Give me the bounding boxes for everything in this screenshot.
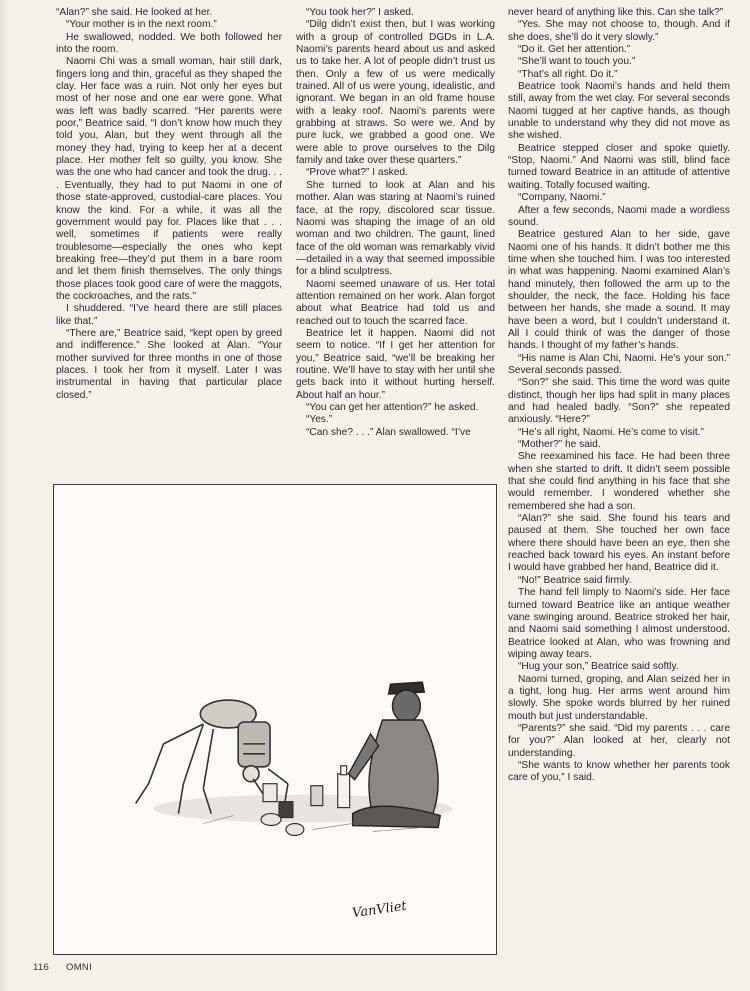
paragraph: “Yes.” [306, 414, 333, 426]
paragraph: “Dilg didn’t exist then, but I was working with a group of controlled DGDs in L.A. Naomi’s parents heard about us and asked us to take her. A lot of people didn’t trust us then. Only a few of us were medically trained. All of us were young, idealistic, and ignorant. We began in an old frame house with a leaky roof. Naomi’s parents were grabbing at straws. So were we. And by pure luck, we grabbed a good one. We were able to prove ourselves to the Dilg family and take over these quarters.” [296, 19, 495, 167]
paragraph: “No!” Beatrice said firmly. [518, 574, 632, 586]
paragraph: Beatrice gestured Alan to her side, gave Naomi one of his hands. It didn’t bother me this time when she touched him. I was too interested in what was happening. Naomi examined Alan’s hand minutely, then followed the arm up to the shoulder, the neck, the face. Holding his face between her hands, she made a sound. It may have been a word, but I couldn’t understand it. All I could think of was the danger of those hands. I thought of my father’s hands. [508, 229, 730, 352]
paragraph: “Your mother is in the next room.” [66, 19, 217, 31]
paragraph: Beatrice stepped closer and spoke quietly. “Stop, Naomi.” And Naomi was still, blind face turned toward Beatrice in an attitude of attentive waiting. Totally focused waiting. [508, 142, 730, 191]
paragraph: “Parents?” she said. “Did my parents . . . care for you?” Alan looked at her, clearly not understanding. [508, 722, 730, 759]
text-column-3 [508, 7, 730, 785]
paragraph: “There are,” Beatrice said, “kept open by greed and indifference.” She looked at Alan. “Your mother survived for three months in one of those places. I took her from it myself. Later I was instrumental in having that particular place closed.” [56, 327, 282, 401]
page-footer [33, 962, 106, 973]
paragraph: I shuddered. “I’ve heard there are still places like that.” [56, 303, 282, 327]
page-number: 116 [33, 962, 50, 973]
paragraph: “You can get her attention?” he asked. [306, 402, 479, 413]
paragraph: “You took her?” I asked. [306, 7, 414, 18]
paragraph: “That’s all right. Do it.” [518, 68, 618, 80]
paragraph: “She’ll want to touch you.” [518, 56, 636, 68]
paragraph: Beatrice let it happen. Naomi did not seem to notice. “If I get her attention for you,” Beatrice said, “we’ll be breaking her routine. We’ll have to stay with her until she gets back into it without hurting herself. About half an hour.” [296, 327, 495, 401]
paragraph: “Yes. She may not choose to, though. And if she does, she’ll do it very slowly.” [508, 19, 730, 43]
paragraph: “Son?” she said. This time the word was quite distinct, though her lips had split in many places and had healed badly. “Son?” she repeated anxiously. “Here?” [508, 377, 730, 426]
artist-signature: VanVliet [351, 898, 408, 922]
paragraph: “Alan?” she said. He looked at her. [56, 7, 213, 18]
text-column-1 [56, 7, 282, 402]
paragraph: After a few seconds, Naomi made a wordless sound. [508, 204, 730, 228]
magazine-name: OMNI [66, 962, 93, 973]
paragraph: Beatrice took Naomi’s hands and held them still, away from the wet clay. For several seconds Naomi tugged at her captive hands, as though unable to understand why they did not move as she wished. [508, 81, 730, 142]
paragraph: She turned to look at Alan and his mother. Alan was staring at Naomi’s ruined face, at the ropy, discolored scar tissue. Naomi was shaping the image of an old woman and two children. The gaunt, lined face of the old woman was remarkably vivid—detailed in a way that seemed impossible for a blind sculptress. [296, 179, 495, 278]
paragraph: “Company, Naomi.” [518, 192, 606, 204]
paragraph: never heard of anything like this. Can she talk?” [508, 7, 724, 18]
paragraph: “Hug your son,” Beatrice said softly. [518, 661, 679, 673]
paragraph: “His name is Alan Chi, Naomi. He’s your son.” Several seconds passed. [508, 352, 730, 376]
paragraph: “Can she? . . .” Alan swallowed. “I’ve [306, 426, 471, 438]
paragraph: “Alan?” she said. She found his tears and paused at them. She touched her own face where there should have been an eye, then she reached back toward his eyes. An instant before I would have grabbed her hand, Beatrice did it. [508, 513, 730, 574]
paragraph: “Mother?” he said. [518, 439, 601, 451]
bottle [338, 766, 350, 808]
paragraph: “Prove what?” I asked. [306, 167, 408, 179]
paragraph: He swallowed, nodded. We both followed her into the room. [56, 31, 282, 56]
ink-illustration [53, 484, 497, 955]
paragraph: “Do it. Get her attention.” [518, 44, 631, 56]
paragraph: Naomi seemed unaware of us. Her total attention remained on her work. Alan forgot about what Beatrice had told us and reached out to touch the scarred face. [296, 278, 495, 327]
paragraph: She reexamined his face. He had been three when she started to drift. It didn’t seem possible that she could find anything in his face that she would remember. I wondered whether she remembered she had a son. [508, 451, 730, 512]
paragraph: Naomi Chi was a small woman, hair still dark, fingers long and thin, graceful as they shaped the clay. Her face was a ruin. Not only her eyes but most of her nose and one ear were gone. What was left was badly scarred. “Her parents were poor,” Beatrice said. “I don’t know how much they told you, Alan, but they went through all the money they had, trying to keep her at a decent place. Her mother felt so guilty, you know. She was the one who had cancer and took the drug. . . . Eventually, they had to put Naomi in one of those state-approved, custodial-care places. You know the kind. For a while, it was all the government would pay for. Places like that . . . well, sometimes if patients were really troublesome—especially the ones who kept breaking free—they’d put them in a bare room and let them finish themselves. The only things those places took good care of were the maggots, the cockroaches, and the rats.” [56, 56, 282, 302]
paragraph: Naomi turned, groping, and Alan seized her in a tight, long hug. Her arms went around him slowly. She spoke words blurred by her ruined mouth but just understandable. [508, 673, 730, 722]
illustration-drawing [54, 485, 496, 954]
paragraph: The hand fell limply to Naomi’s side. Her face turned toward Beatrice like an antique weather vane swinging around. Beatrice stroked her hair, and Naomi said something I almost understood. Beatrice looked at Alan, who was frowning and wiping away tears. [508, 587, 730, 660]
paragraph: “She wants to know whether her parents took care of you,” I said. [508, 759, 730, 784]
page-edge-shadow [0, 0, 8, 991]
paragraph: “He’s all right, Naomi. He’s come to visit.” [518, 426, 704, 438]
text-column-2 [296, 7, 495, 439]
